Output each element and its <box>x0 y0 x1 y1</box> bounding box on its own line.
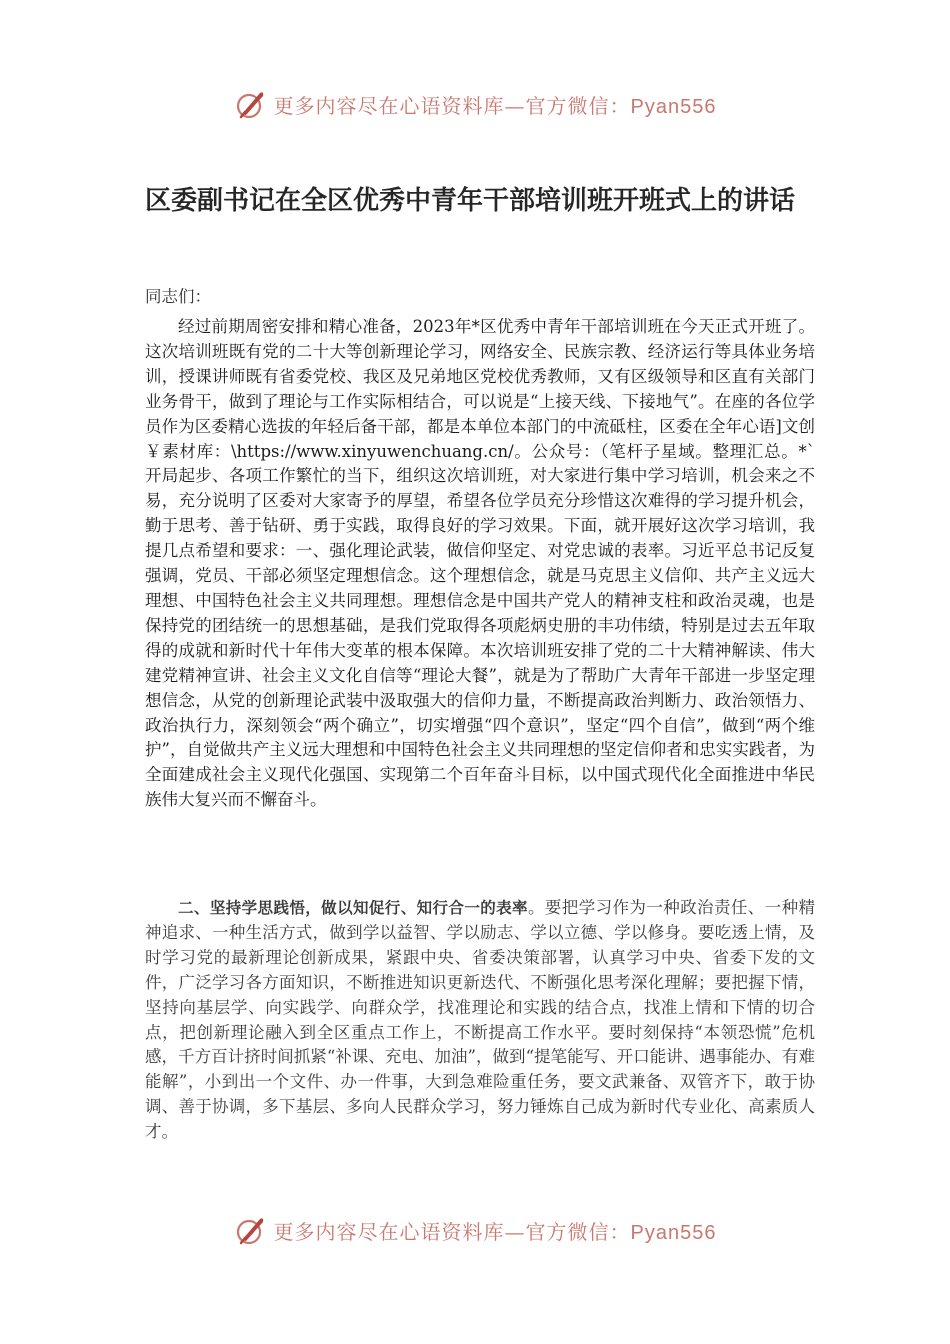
body-paragraph-2 <box>145 896 815 1145</box>
header-banner-text: 更多内容尽在心语资料库—官方微信：Pyan556 <box>273 93 717 118</box>
quill-logo-icon <box>234 87 268 121</box>
footer-banner-id: Pyan556 <box>630 1221 717 1244</box>
footer-banner <box>0 1210 950 1250</box>
header-banner <box>0 84 950 124</box>
quill-logo-icon <box>234 1213 268 1247</box>
footer-banner-text: 更多内容尽在心语资料库—官方微信：Pyan556 <box>273 1219 717 1244</box>
section-heading-2: 二、坚持学思践悟，做以知促行、知行合一的表率 <box>178 899 528 917</box>
salutation: 同志们： <box>145 287 211 306</box>
body-paragraph-2-text: 。要把学习作为一种政治责任、一种精神追求、一种生活方式，做到学以益智、学以励志、学以立德、学以修身。要吃透上情，及时学习党的最新理论创新成果，紧跟中央、省委决策部署，认真学习中央、省委下发的文件，广泛学习各方面知识，不断推进知识更新迭代、不断强化思考深化理解；要把握下情，坚持向基层学、向实践学、向群众学，找准理论和实践的结合点，找准上情和下情的切合点，把创新理论融入到全区重点工作上，不断提高工作水平。要时刻保持“本领恐慌”危机感，千方百计挤时间抓紧“补课、充电、加油”，做到“提笔能写、开口能讲、遇事能办、有难能解”，小到出一个文件、办一件事，大到急难险重任务，要文武兼备、双管齐下，敢于协调、善于协调，多下基层、多向人民群众学习，努力锤炼自己成为新时代专业化、高素质人才。 <box>145 898 815 1142</box>
header-banner-id: Pyan556 <box>630 95 717 118</box>
document-title: 区委副书记在全区优秀中青年干部培训班开班式上的讲话 <box>145 186 796 216</box>
body-paragraph-1: 经过前期周密安排和精心准备，2023年*区优秀中青年干部培训班在今天正式开班了。这次培训班既有党的二十大等创新理论学习，网络安全、民族宗教、经济运行等具体业务培训，授课讲师既有省委党校、我区及兄弟地区党校优秀教师，又有区级领导和区直有关部门业务骨干，做到了理论与工作实际相结合，可以说是“上接天线、下接地气”。在座的各位学员作为区委精心选拔的年轻后备干部，都是本单位本部门的中流砥柱，区委在全年心语]文创￥素材库：\https://www.xinyuwenchuang.cn/。公众号：（笔杆子星域。整理汇总。*`开局起步、各项工作繁忙的当下，组织这次培训班，对大家进行集中学习培训，机会来之不易，充分说明了区委对大家寄予的厚望，希望各位学员充分珍惜这次难得的学习提升机会，勤于思考、善于钻研、勇于实践，取得良好的学习效果。下面，就开展好这次学习培训，我提几点希望和要求：一、强化理论武装，做信仰坚定、对党忠诚的表率。习近平总书记反复强调，党员、干部必须坚定理想信念。这个理想信念，就是马克思主义信仰、共产主义远大理想、中国特色社会主义共同理想。理想信念是中国共产党人的精神支柱和政治灵魂，也是保持党的团结统一的思想基础，是我们党取得各项彪炳史册的丰功伟绩，特别是过去五年取得的成就和新时代十年伟大变革的根本保障。本次培训班安排了党的二十大精神解读、伟大建党精神宣讲、社会主义文化自信等“理论大餐”，就是为了帮助广大青年干部进一步坚定理想信念，从党的创新理论武装中汲取强大的信仰力量，不断提高政治判断力、政治领悟力、政治执行力，深刻领会“两个确立”，切实增强“四个意识”，坚定“四个自信”，做到“两个维护”，自觉做共产主义远大理想和中国特色社会主义共同理想的坚定信仰者和忠实实践者，为全面建成社会主义现代化强国、实现第二个百年奋斗目标，以中国式现代化全面推进中华民族伟大复兴而不懈奋斗。 <box>145 317 815 810</box>
